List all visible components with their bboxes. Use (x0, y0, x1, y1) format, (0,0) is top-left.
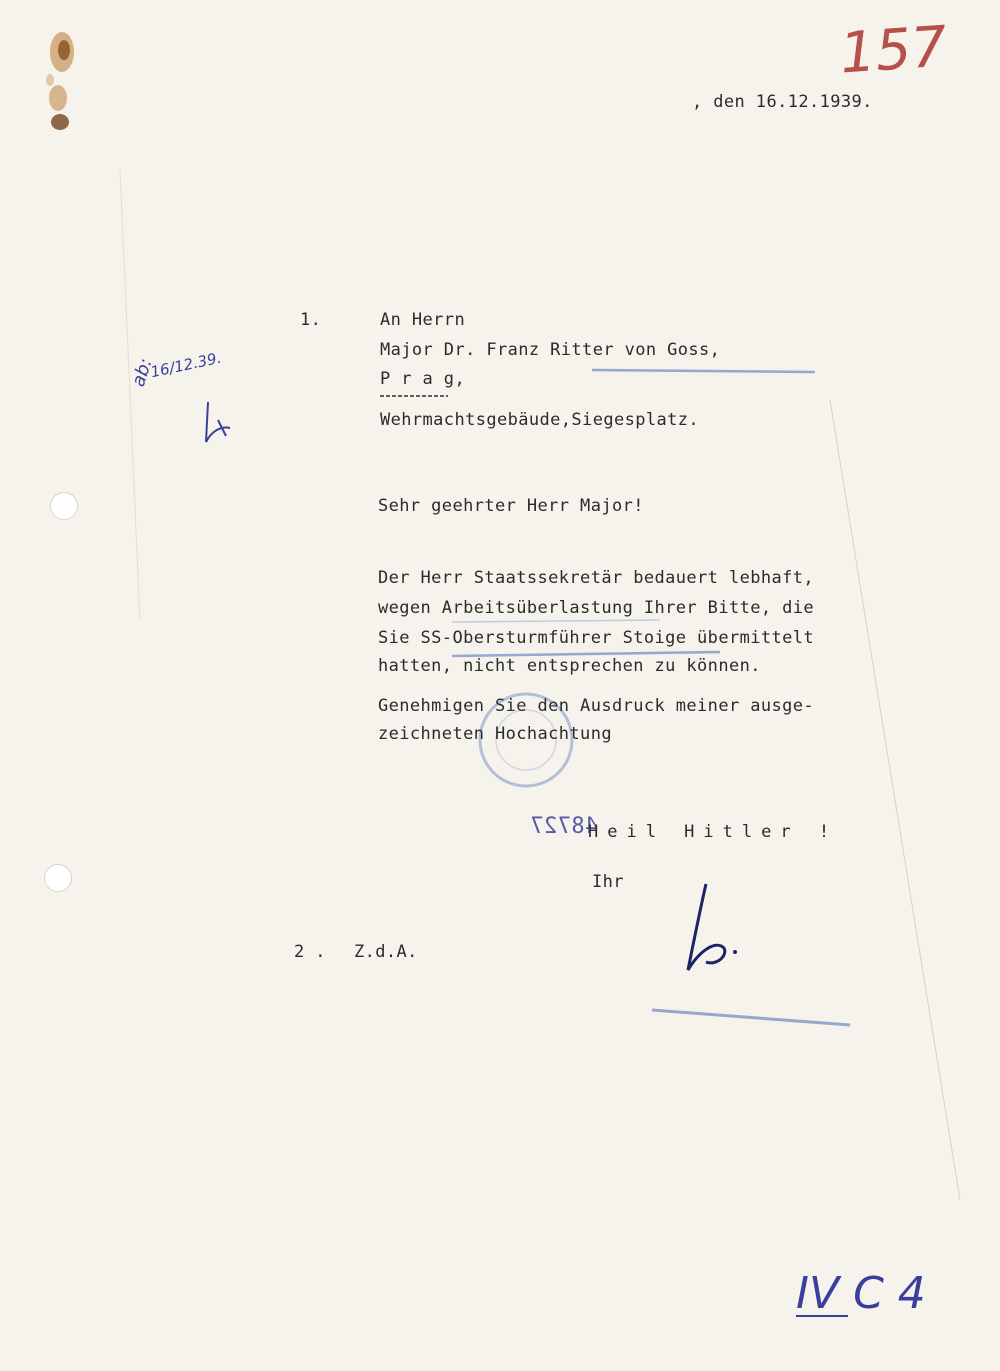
item1-recipient: Major Dr. Franz Ritter von Goss, (380, 340, 721, 360)
body-line: hatten, nicht entsprechen zu können. (378, 656, 761, 676)
sign-off: Heil Hitler ! (588, 822, 839, 842)
item2-text: Z.d.A. (354, 942, 418, 962)
stamp-number: 48727 (530, 814, 599, 839)
margin-note-date: 16/12.39. (148, 348, 223, 382)
date-line: , den 16.12.1939. (692, 92, 873, 112)
greeting: Sehr geehrter Herr Major! (378, 496, 644, 516)
body-line: wegen Arbeitsüberlastung Ihrer Bitte, die (378, 598, 815, 618)
item1-address: Wehrmachtsgebäude,Siegesplatz. (380, 410, 700, 430)
closing-line: Genehmigen Sie den Ausdruck meiner ausge- (378, 696, 815, 716)
file-code: IV C 4 (796, 1268, 926, 1319)
margin-note-label: ab: (127, 355, 157, 390)
body-line: Sie SS-Obersturmführer Stoige übermittelt (378, 628, 815, 648)
item1-city: P r a g, (380, 369, 466, 389)
item2-number: 2 . (294, 942, 326, 962)
item1-number: 1. (300, 310, 322, 330)
page-number: 157 (837, 14, 950, 87)
body-line: Der Herr Staatssekretär bedauert lebhaft, (378, 568, 815, 588)
signature-prefix: Ihr (592, 872, 624, 892)
item1-salutation-line: An Herrn (380, 310, 466, 330)
closing-line: zeichneten Hochachtung (378, 724, 612, 744)
